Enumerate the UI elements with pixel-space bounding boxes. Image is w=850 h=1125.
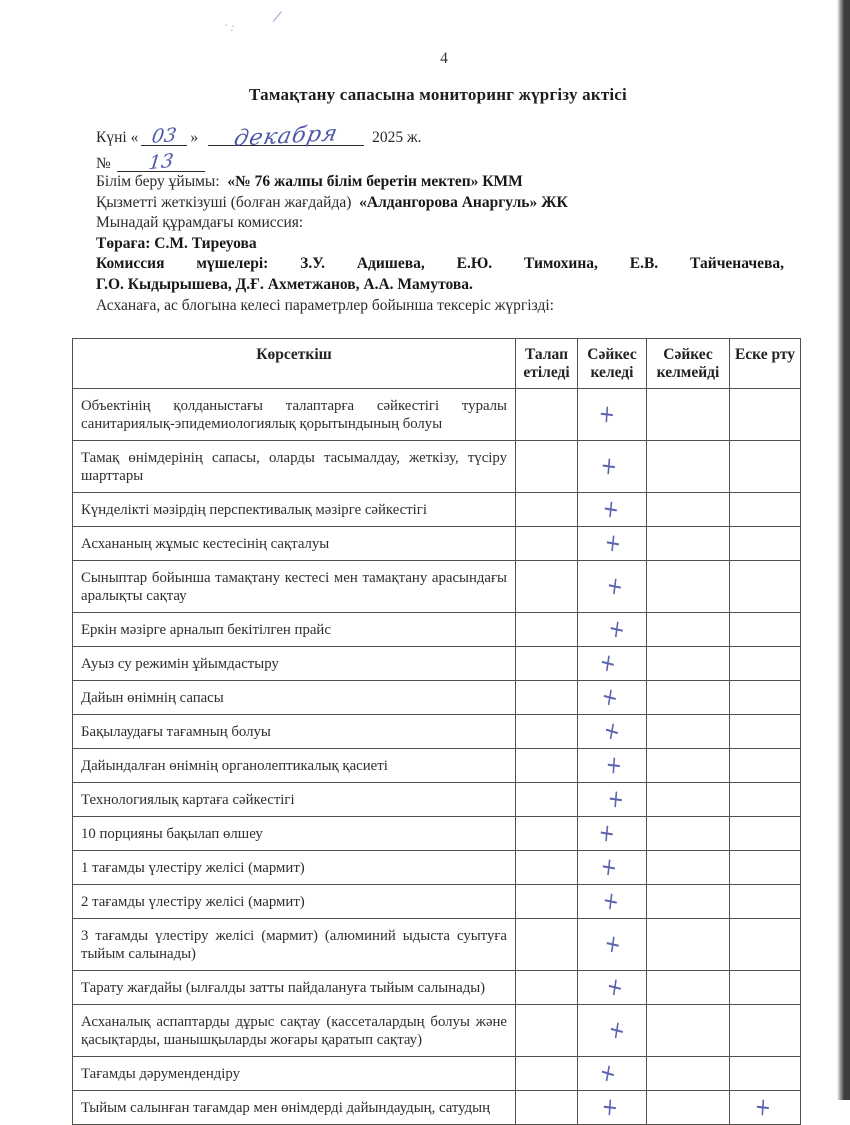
required-cell	[516, 1005, 578, 1057]
complies-cell	[578, 749, 647, 783]
number-label: №	[96, 155, 111, 172]
required-cell	[516, 783, 578, 817]
date-close-quote: »	[190, 129, 199, 146]
not-complies-cell	[647, 493, 730, 527]
complies-cell	[578, 561, 647, 613]
handwritten-act-number: 13	[147, 149, 175, 175]
indicator-cell: Күнделікті мәзірдің перспективалық мәзірге сәйкестігі	[73, 493, 516, 527]
required-cell	[516, 441, 578, 493]
handwritten-plus-mark: +	[601, 493, 621, 524]
note-cell	[730, 1005, 801, 1057]
table-row	[73, 1091, 801, 1125]
not-complies-cell	[647, 749, 730, 783]
complies-cell	[578, 715, 647, 749]
handwritten-plus-mark: +	[605, 970, 626, 1003]
complies-cell	[578, 613, 647, 647]
complies-cell	[578, 1005, 647, 1057]
not-complies-cell	[647, 1057, 730, 1091]
required-cell	[516, 971, 578, 1005]
provider-value: «Алдангорова Анаргуль» ЖК	[359, 193, 568, 211]
indicator-cell: Дайындалған өнімнің органолептикалық қасиеті	[73, 749, 516, 783]
table-row	[73, 389, 801, 441]
handwritten-plus-mark: +	[601, 714, 623, 747]
table-row	[73, 493, 801, 527]
handwritten-plus-mark: +	[598, 646, 619, 679]
table-row	[73, 749, 801, 783]
provider-label: Қызметті жеткізуші (болған жағдайда)	[96, 193, 352, 211]
table-header-row	[73, 339, 801, 389]
not-complies-cell	[647, 715, 730, 749]
indicator-cell: 10 порцияны бақылап өлшеу	[73, 817, 516, 851]
indicator-cell: Тыйым салынған тағамдар мен өнімдерді дайындаудың, сатудың	[73, 1091, 516, 1125]
required-cell	[516, 885, 578, 919]
handwritten-plus-mark: +	[606, 1013, 628, 1046]
required-cell	[516, 493, 578, 527]
complies-cell	[578, 681, 647, 715]
note-cell	[730, 561, 801, 613]
required-cell	[516, 561, 578, 613]
inspection-intro-line: Асханаға, ас блогына келесі параметрлер бойынша тексеріс жүргізді:	[96, 296, 554, 314]
commission-members-line-2: Г.О. Кыдырышева, Д.Ғ. Ахметжанов, А.А. Мамутова.	[96, 275, 473, 293]
table-row	[73, 613, 801, 647]
column-header: Сәйкес келмейді	[647, 339, 730, 389]
complies-cell	[578, 647, 647, 681]
scanner-edge-artifact	[837, 0, 850, 1100]
not-complies-cell	[647, 1005, 730, 1057]
required-cell	[516, 613, 578, 647]
note-cell	[730, 527, 801, 561]
required-cell	[516, 919, 578, 971]
required-cell	[516, 681, 578, 715]
organization-line	[96, 172, 784, 193]
handwritten-plus-mark: +	[599, 850, 619, 882]
handwritten-month: декабря	[231, 121, 341, 152]
note-cell	[730, 389, 801, 441]
required-cell	[516, 647, 578, 681]
required-cell	[516, 1057, 578, 1091]
not-complies-cell	[647, 389, 730, 441]
complies-cell	[578, 1057, 647, 1091]
handwritten-plus-mark: +	[606, 783, 626, 814]
complies-cell	[578, 389, 647, 441]
indicator-cell: Тамақ өнімдерінің сапасы, оларды тасымалдау, жеткізу, түсіру шарттары	[73, 441, 516, 493]
complies-cell	[578, 441, 647, 493]
not-complies-cell	[647, 817, 730, 851]
note-cell	[730, 681, 801, 715]
indicator-cell: 1 тағамды үлестіру желісі (мармит)	[73, 851, 516, 885]
note-cell	[730, 817, 801, 851]
note-cell	[730, 783, 801, 817]
required-cell	[516, 715, 578, 749]
note-cell	[730, 1057, 801, 1091]
note-cell	[730, 715, 801, 749]
table-row	[73, 1005, 801, 1057]
note-cell	[730, 493, 801, 527]
date-prefix: Күні «	[96, 129, 139, 146]
table-row	[73, 441, 801, 493]
table-row	[73, 561, 801, 613]
required-cell	[516, 389, 578, 441]
not-complies-cell	[647, 613, 730, 647]
organization-label: Білім беру ұйымы:	[96, 173, 220, 190]
complies-cell	[578, 527, 647, 561]
column-header: Көрсеткіш	[73, 339, 516, 389]
note-cell	[730, 613, 801, 647]
not-complies-cell	[647, 851, 730, 885]
indicator-cell: Тарату жағдайы (ылғалды затты пайдалануға тыйым салынады)	[73, 971, 516, 1005]
table-row	[73, 527, 801, 561]
chairman-line: Төраға: С.М. Тиреуова	[96, 234, 257, 252]
indicator-cell: Дайын өнімнің сапасы	[73, 681, 516, 715]
not-complies-cell	[647, 681, 730, 715]
required-cell	[516, 749, 578, 783]
handwritten-plus-mark: +	[607, 612, 627, 645]
table-row	[73, 919, 801, 971]
handwritten-plus-mark: +	[605, 569, 625, 602]
date-suffix: 2025 ж.	[372, 129, 422, 146]
complies-cell	[578, 817, 647, 851]
complies-cell	[578, 783, 647, 817]
handwritten-plus-mark: +	[599, 450, 619, 481]
complies-cell	[578, 851, 647, 885]
handwritten-plus-mark: +	[601, 1091, 620, 1122]
complies-cell	[578, 1091, 647, 1125]
complies-cell	[578, 971, 647, 1005]
note-cell	[730, 851, 801, 885]
note-cell	[730, 919, 801, 971]
handwritten-plus-mark: +	[597, 1056, 619, 1089]
not-complies-cell	[647, 527, 730, 561]
table-row	[73, 1057, 801, 1091]
complies-cell	[578, 493, 647, 527]
monitoring-table	[72, 338, 801, 1125]
table-header	[73, 339, 801, 389]
column-header: Еске рту	[730, 339, 801, 389]
document-title: Тамақтану сапасына мониторинг жүргізу актісі	[249, 85, 627, 104]
required-cell	[516, 527, 578, 561]
not-complies-cell	[647, 441, 730, 493]
handwritten-plus-mark: +	[601, 884, 621, 917]
stray-ink-mark: ⁄	[274, 7, 280, 27]
note-cell	[730, 971, 801, 1005]
table-row	[73, 851, 801, 885]
note-cell	[730, 1091, 801, 1125]
provider-line	[96, 193, 784, 214]
table-row	[73, 681, 801, 715]
act-number-line	[96, 149, 205, 175]
complies-cell	[578, 919, 647, 971]
not-complies-cell	[647, 971, 730, 1005]
indicator-cell: Технологиялық картаға сәйкестігі	[73, 783, 516, 817]
stray-ink-mark: · :	[222, 18, 237, 35]
handwritten-plus-mark: +	[603, 927, 623, 960]
date-month-blank	[208, 121, 364, 152]
table-row	[73, 783, 801, 817]
indicator-cell: Объектінің қолданыстағы талаптарға сәйкестігі туралы санитариялық-эпидемиологиялық қорытындының болуы	[73, 389, 516, 441]
not-complies-cell	[647, 647, 730, 681]
note-cell	[730, 647, 801, 681]
required-cell	[516, 1091, 578, 1125]
note-cell	[730, 749, 801, 783]
handwritten-plus-mark: +	[603, 526, 623, 558]
date-line	[96, 121, 422, 152]
not-complies-cell	[647, 561, 730, 613]
organization-value: «№ 76 жалпы білім беретін мектеп» КММ	[227, 173, 523, 190]
not-complies-cell	[647, 783, 730, 817]
required-cell	[516, 817, 578, 851]
table-row	[73, 647, 801, 681]
commission-members-line-1: Комиссия мүшелері: З.У. Адишева, Е.Ю. Тимохина, Е.В. Тайченачева,	[96, 255, 784, 273]
indicator-cell: Асхананың жұмыс кестесінің сақталуы	[73, 527, 516, 561]
handwritten-day: 03	[150, 124, 179, 148]
not-complies-cell	[647, 885, 730, 919]
column-header: Талап етіледі	[516, 339, 578, 389]
required-cell	[516, 851, 578, 885]
handwritten-plus-mark: +	[597, 817, 617, 848]
date-day-blank	[141, 124, 187, 148]
not-complies-cell	[647, 919, 730, 971]
indicator-cell: Сыныптар бойынша тамақтану кестесі мен тамақтану арасындағы аралықты сақтау	[73, 561, 516, 613]
indicator-cell: Тағамды дәрумендендіру	[73, 1057, 516, 1091]
column-header: Сәйкес келеді	[578, 339, 647, 389]
indicator-cell: Бақылаудағы тағамның болуы	[73, 715, 516, 749]
handwritten-plus-mark: +	[598, 398, 617, 429]
indicator-cell: 3 тағамды үлестіру желісі (мармит) (алюминий ыдыста суытуға тыйым салынады)	[73, 919, 516, 971]
table-body	[73, 389, 801, 1125]
document-intro-block	[96, 172, 784, 316]
indicator-cell: Ауыз су режимін ұйымдастыру	[73, 647, 516, 681]
commission-intro-line: Мынадай құрамдағы комиссия:	[96, 214, 304, 232]
handwritten-plus-mark: +	[754, 1091, 773, 1122]
table-row	[73, 817, 801, 851]
page-number: 4	[440, 50, 448, 67]
note-cell	[730, 885, 801, 919]
table-row	[73, 715, 801, 749]
table-row	[73, 885, 801, 919]
table-row	[73, 971, 801, 1005]
handwritten-plus-mark: +	[599, 680, 621, 713]
handwritten-plus-mark: +	[605, 749, 624, 780]
note-cell	[730, 441, 801, 493]
complies-cell	[578, 885, 647, 919]
indicator-cell: Еркін мәзірге арналып бекітілген прайс	[73, 613, 516, 647]
act-number-blank	[117, 149, 205, 175]
indicator-cell: Асханалық аспаптарды дұрыс сақтау (кассеталардың болуы және қасықтарды, шанышқыларды жоғары қаратып сақтау)	[73, 1005, 516, 1057]
indicator-cell: 2 тағамды үлестіру желісі (мармит)	[73, 885, 516, 919]
not-complies-cell	[647, 1091, 730, 1125]
